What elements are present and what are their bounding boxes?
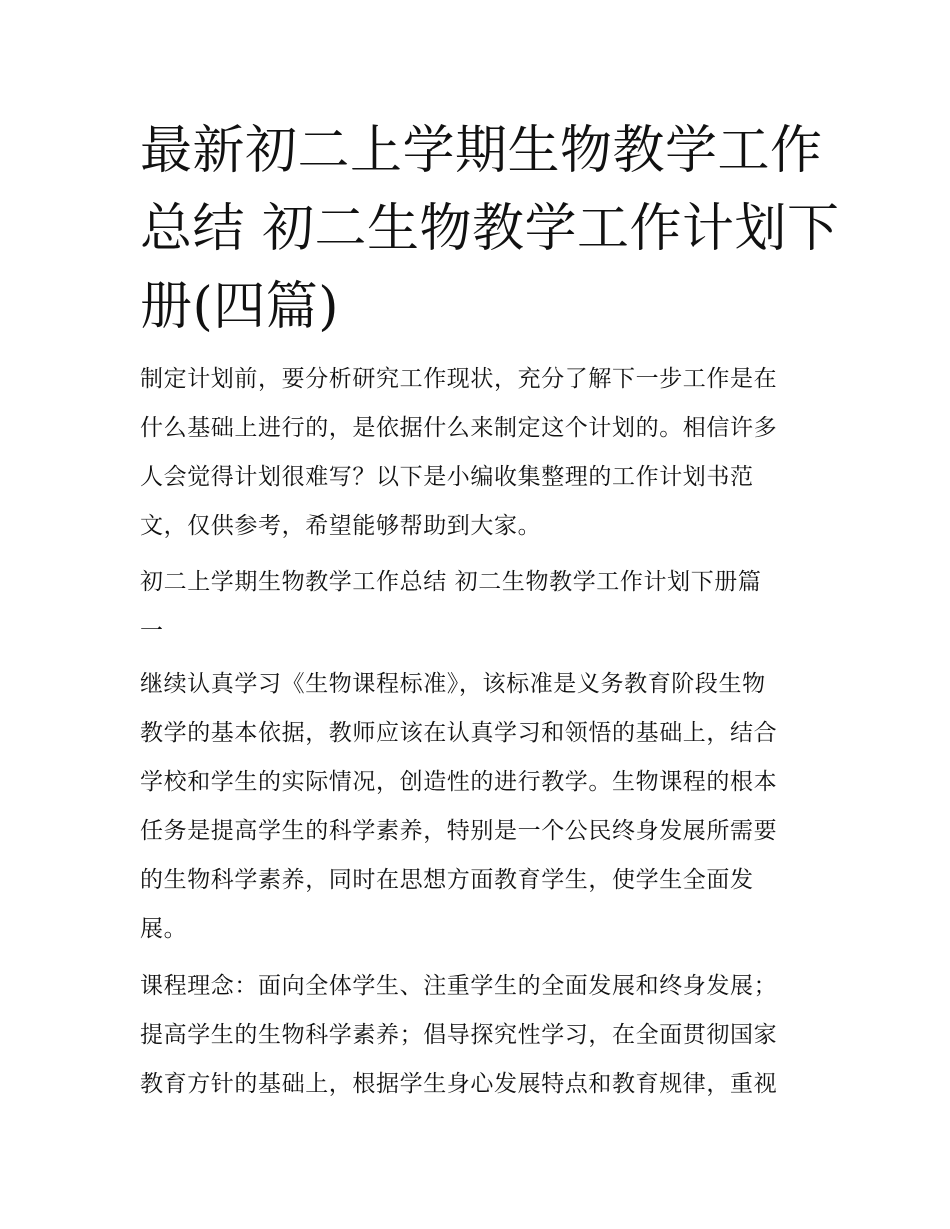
document-title (140, 112, 840, 346)
text-line: 教育方针的基础上，根据学生身心发展特点和教育规律，重视 (140, 1071, 778, 1097)
text-line: 人会觉得计划很难写？以下是小编收集整理的工作计划书范 (140, 464, 754, 490)
text-line: 的生物科学素养，同时在思想方面教育学生，使学生全面发 (140, 867, 754, 893)
text-line: 一 (140, 618, 164, 644)
title-line: 总结 初二生物教学工作计划下 (140, 199, 840, 259)
text-line: 学校和学生的实际情况，创造性的进行教学。生物课程的根本 (140, 769, 778, 795)
text-line: 教学的基本依据，教师应该在认真学习和领悟的基础上，结合 (140, 720, 778, 746)
text-line: 什么基础上进行的，是依据什么来制定这个计划的。相信许多 (140, 415, 778, 441)
text-line: 文，仅供参考，希望能够帮助到大家。 (140, 513, 542, 539)
title-line: 最新初二上学期生物教学工作 (140, 121, 823, 181)
title-line: 册(四篇) (140, 277, 340, 337)
intro-paragraph (140, 355, 820, 551)
text-line: 继续认真学习《生物课程标准》，该标准是义务教育阶段生物 (140, 671, 766, 697)
text-line: 提高学生的生物科学素养；倡导探究性学习，在全面贯彻国家 (140, 1022, 778, 1048)
text-line: 制定计划前，要分析研究工作现状，充分了解下一步工作是在 (140, 366, 778, 392)
text-line: 课程理念：面向全体学生、注重学生的全面发展和终身发展； (140, 973, 778, 999)
text-line: 展。 (140, 916, 188, 942)
curriculum-standard-paragraph (140, 660, 820, 954)
section-heading (140, 558, 820, 656)
curriculum-concept-paragraph (140, 962, 820, 1109)
text-line: 任务是提高学生的科学素养，特别是一个公民终身发展所需要 (140, 818, 778, 844)
text-line: 初二上学期生物教学工作总结 初二生物教学工作计划下册篇 (140, 569, 762, 595)
